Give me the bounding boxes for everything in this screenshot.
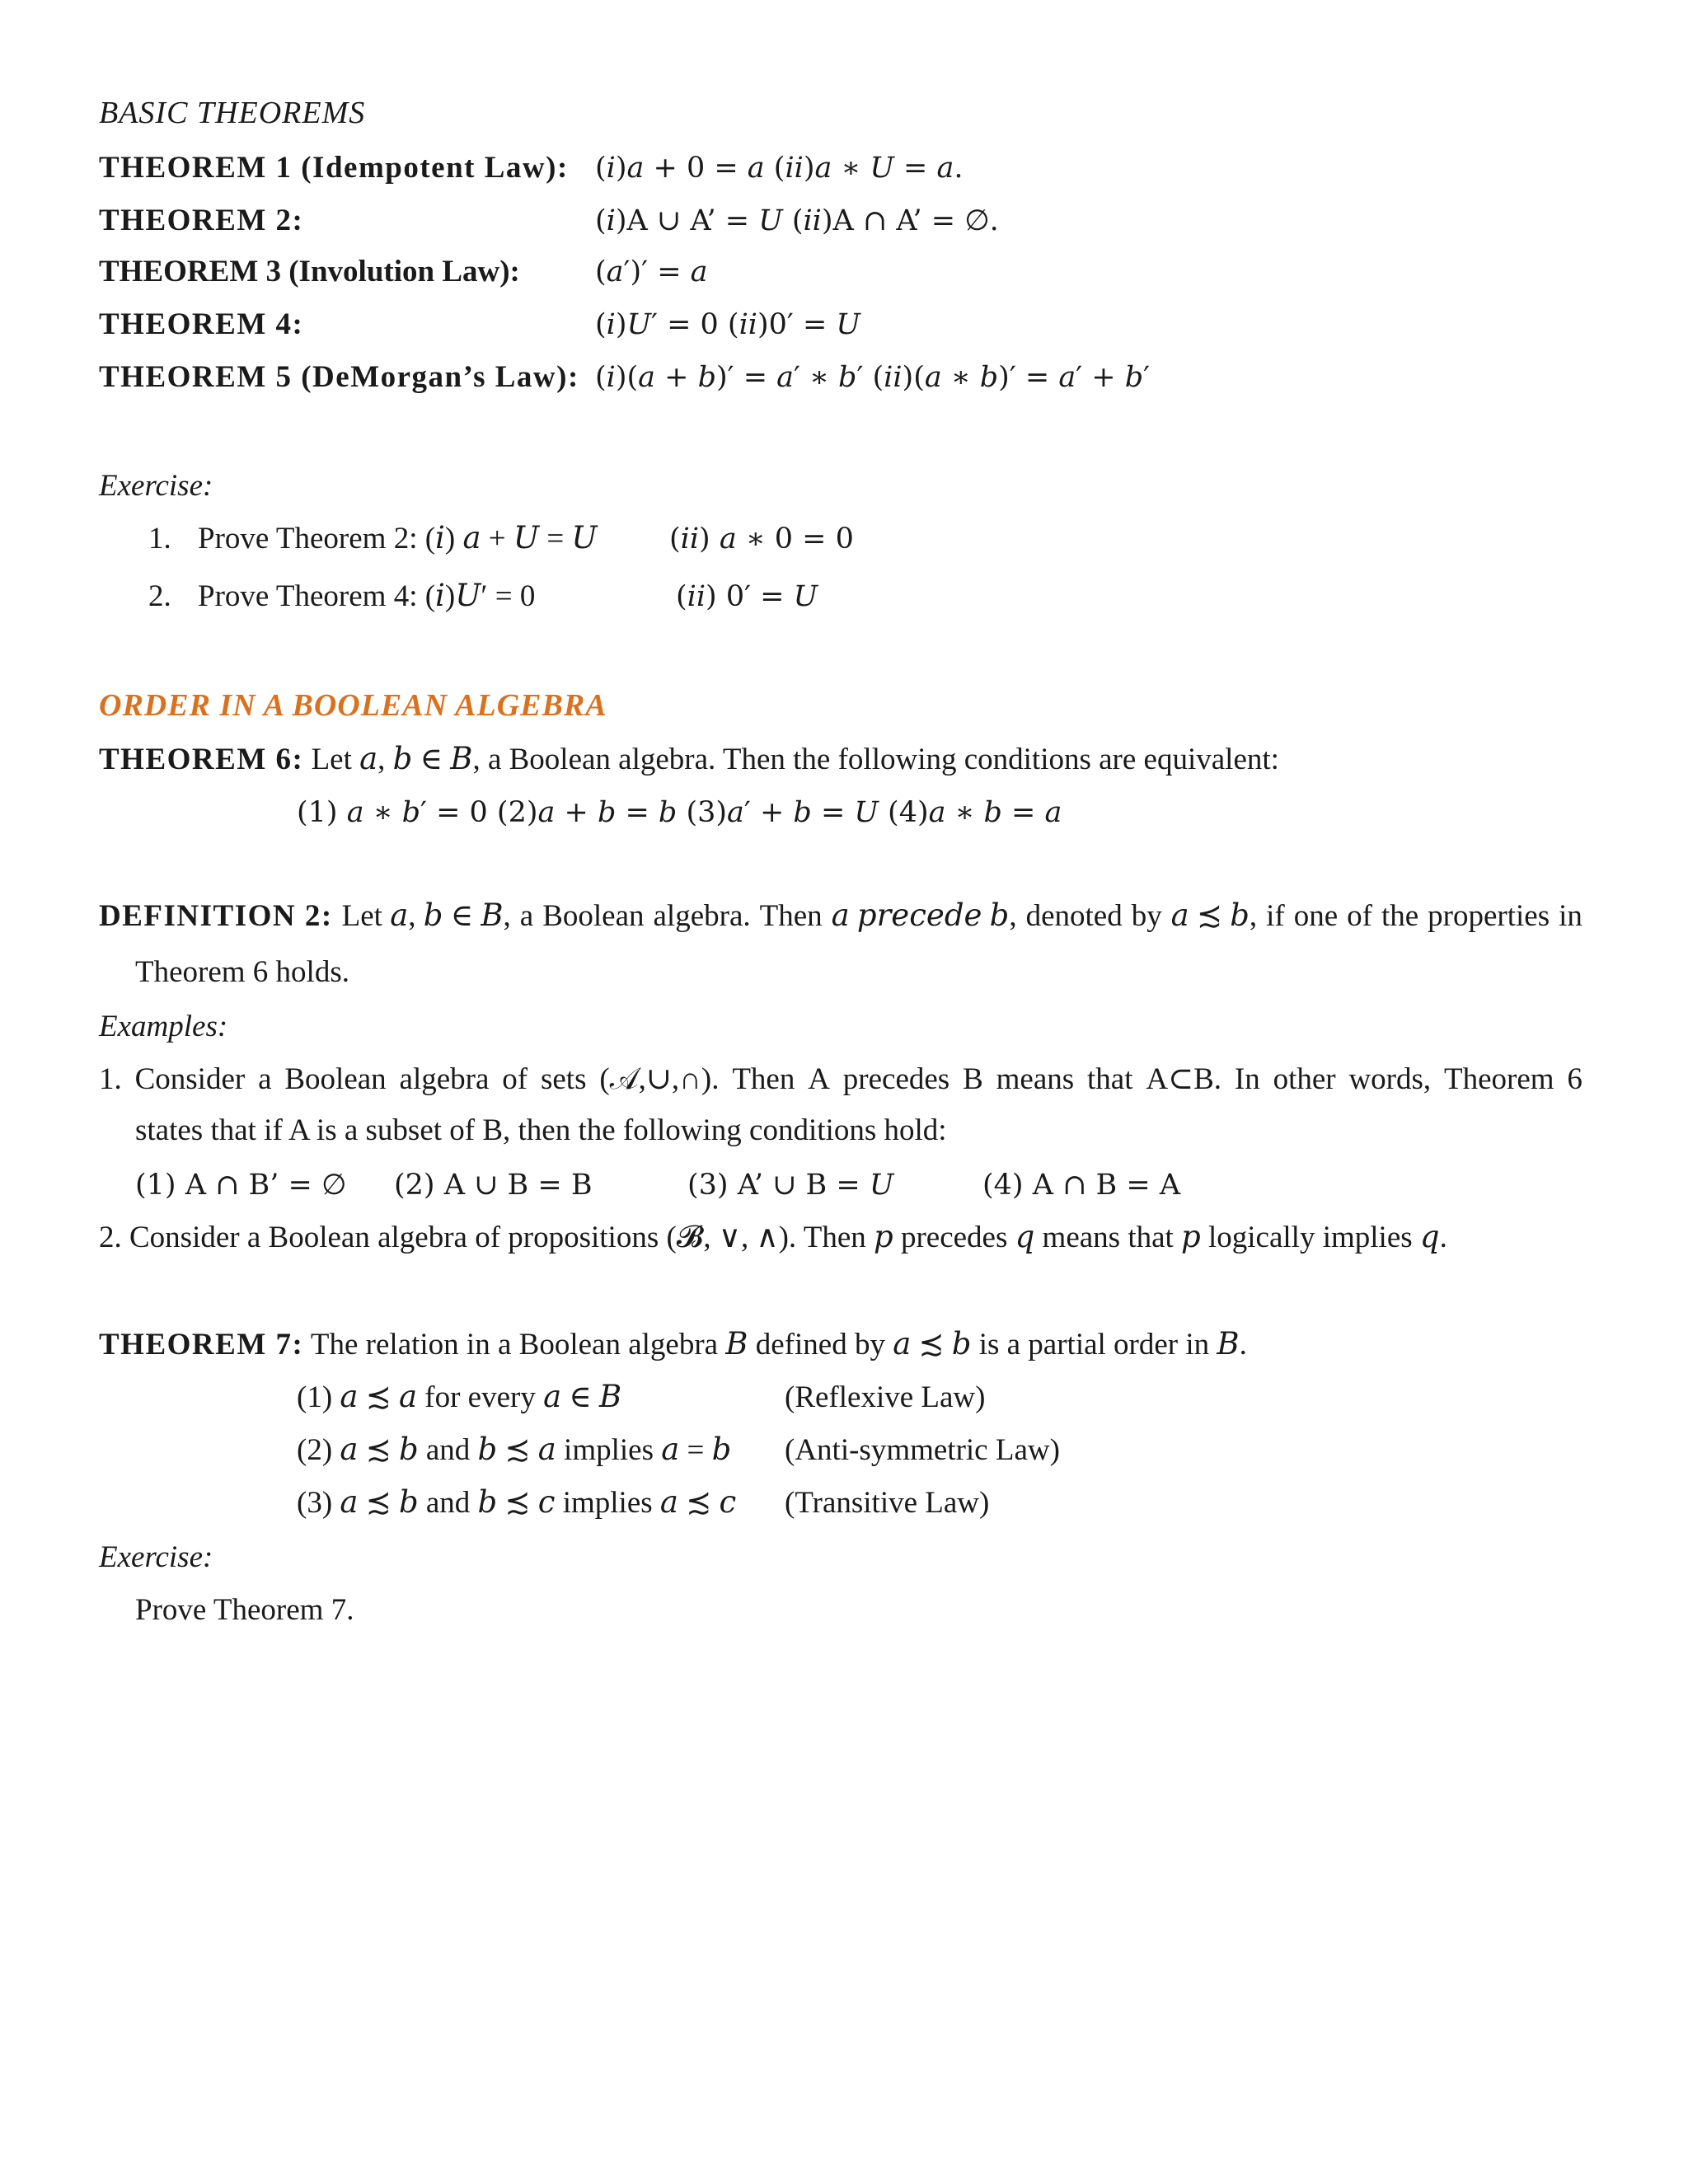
theorem-6-text: Let 𝑎, 𝑏 ∈ 𝐵, a Boolean algebra. Then the following conditions are equivalent:	[311, 743, 1279, 776]
definition-2-label: DEFINITION 2:	[99, 899, 333, 933]
section-heading-basic-theorems: BASIC THEOREMS	[99, 96, 366, 130]
example-word: A⊂B.	[1146, 1062, 1222, 1096]
theorem-1-label: THEOREM 1 (Idempotent Law):	[99, 151, 569, 185]
exercise-heading: Exercise:	[99, 469, 213, 503]
theorem-4-expression: (𝑖)𝑈′ = 0 (𝑖𝑖)0′ = 𝑈	[595, 308, 860, 341]
example-word: (𝒜,∪,∩).	[599, 1062, 720, 1096]
theorem-7-law-1: (Reflexive Law)	[785, 1380, 986, 1414]
theorem-6-label: THEOREM 6:	[99, 743, 304, 776]
theorem-7-item-1: (1) 𝑎 ≾ 𝑎 for every 𝑎 ∈ 𝐵	[297, 1380, 622, 1414]
definition-2-word: in	[1559, 899, 1582, 933]
exercise-item-number: 1.	[148, 522, 171, 555]
definition-2-word: of	[1347, 899, 1372, 933]
definition-2-word: 𝑎 ≾ 𝑏,	[1170, 899, 1258, 933]
example-2: 2. Consider a Boolean algebra of propositions (𝓑, ∨, ∧). Then 𝑝 precedes 𝑞 means that 𝑝 logically implies 𝑞.	[99, 1221, 1447, 1254]
definition-2-word: Let 𝑎, 𝑏 ∈ 𝐵,	[341, 899, 511, 933]
section-heading-order: ORDER IN A BOOLEAN ALGEBRA	[99, 688, 607, 723]
example-word: In	[1234, 1062, 1260, 1096]
example-word: 1.	[99, 1062, 122, 1096]
definition-2-word: by	[1131, 899, 1162, 933]
example-1-line-2: states that if A is a subset of B, then the following conditions hold:	[135, 1113, 947, 1147]
example-word: of	[502, 1062, 528, 1096]
example-word: Consider	[134, 1062, 246, 1096]
example-word: algebra	[399, 1062, 490, 1096]
definition-2-word: a	[519, 899, 534, 933]
example-word: precedes	[842, 1062, 950, 1096]
theorem-6-conditions: (1) 𝑎 ∗ 𝑏′ = 0 (2)𝑎 + 𝑏 = 𝑏 (3)𝑎′ + 𝑏 = 𝑈 (4)𝑎 ∗ 𝑏 = 𝑎	[297, 796, 1062, 829]
example-word: that	[1087, 1062, 1133, 1096]
theorem-7-law-2: (Anti-symmetric Law)	[785, 1433, 1060, 1467]
examples-heading: Examples:	[99, 1010, 228, 1043]
definition-2-line-2: Theorem 6 holds.	[135, 955, 349, 989]
example-word: Then	[732, 1062, 795, 1096]
theorem-7-label: THEOREM 7:	[99, 1328, 304, 1361]
theorem-1-expression: (𝑖)𝑎 + 0 = 𝑎 (𝑖𝑖)𝑎 ∗ 𝑈 = 𝑎.	[595, 152, 964, 185]
definition-2-word: if	[1266, 899, 1285, 933]
definition-2-word: the	[1381, 899, 1419, 933]
theorem-4-label: THEOREM 4:	[99, 307, 304, 341]
exercise-2-heading: Exercise:	[99, 1540, 213, 1574]
exercise-2-text: Prove Theorem 7.	[135, 1593, 354, 1627]
example-word: Theorem	[1444, 1062, 1554, 1096]
theorem-7-text: The relation in a Boolean algebra 𝐵 defined by 𝑎 ≾ 𝑏 is a partial order in 𝐵.	[310, 1328, 1247, 1361]
theorem-5-label: THEOREM 5 (DeMorgan’s Law):	[99, 360, 579, 394]
example-1-condition-1: (1) A ∩ B’ = ∅	[135, 1169, 347, 1202]
theorem-7-item-2: (2) 𝑎 ≾ 𝑏 and 𝑏 ≾ 𝑎 implies 𝑎 = 𝑏	[297, 1433, 732, 1467]
theorem-5-expression: (𝑖)(𝑎 + 𝑏)′ = 𝑎′ ∗ 𝑏′ (𝑖𝑖)(𝑎 ∗ 𝑏)′ = 𝑎′ + 𝑏′	[595, 361, 1151, 394]
example-word: other	[1273, 1062, 1336, 1096]
exercise-item-part2: (𝑖𝑖) 0′ = 𝑈	[676, 580, 818, 613]
exercise-item-text: Prove Theorem 4: (𝑖)𝑈′ = 0	[198, 579, 536, 613]
exercise-item-part2: (𝑖𝑖) 𝑎 ∗ 0 = 0	[669, 523, 854, 555]
example-word: words,	[1348, 1062, 1432, 1096]
theorem-3-label: THEOREM 3 (Involution Law):	[99, 255, 520, 288]
exercise-item-text: Prove Theorem 2: (𝑖) 𝑎 + 𝑈 = 𝑈	[198, 522, 598, 555]
exercise-item-number: 2.	[148, 579, 171, 613]
theorem-2-label: THEOREM 2:	[99, 204, 304, 237]
example-word: Boolean	[284, 1062, 387, 1096]
definition-2-line-1	[99, 897, 1582, 936]
example-word: 6	[1567, 1062, 1582, 1096]
theorem-7-item-3: (3) 𝑎 ≾ 𝑏 and 𝑏 ≾ 𝑐 implies 𝑎 ≾ 𝑐	[297, 1486, 737, 1520]
example-1-condition-2: (2) A ∪ B = B	[394, 1169, 593, 1202]
theorem-6	[99, 740, 1279, 780]
definition-2-word: Then	[759, 899, 823, 933]
definition-2-word: denoted	[1025, 899, 1123, 933]
example-word: B	[963, 1062, 983, 1096]
definition-2-word: one	[1293, 899, 1339, 933]
definition-2-word: Boolean	[542, 899, 645, 933]
example-word: means	[996, 1062, 1075, 1096]
example-1-line-1	[99, 1060, 1582, 1099]
definition-2-term: 𝑎 𝑝𝑟𝑒𝑐𝑒𝑑𝑒 𝑏,	[831, 899, 1017, 933]
theorem-7-law-3: (Transitive Law)	[785, 1486, 990, 1520]
theorem-7	[99, 1325, 1247, 1365]
example-word: A	[808, 1062, 830, 1096]
example-1-condition-4: (4) A ∩ B = A	[982, 1169, 1181, 1202]
example-word: sets	[540, 1062, 587, 1096]
definition-2-word: algebra.	[653, 899, 751, 933]
theorem-3-expression: (𝑎′)′ = 𝑎	[595, 255, 708, 288]
example-1-condition-3: (3) A’ ∪ B = 𝑈	[687, 1169, 894, 1202]
example-word: a	[258, 1062, 272, 1096]
theorem-2-expression: (𝑖)A ∪ A’ = 𝑈 (𝑖𝑖)A ∩ A’ = ∅.	[595, 204, 999, 237]
definition-2-word: properties	[1428, 899, 1550, 933]
